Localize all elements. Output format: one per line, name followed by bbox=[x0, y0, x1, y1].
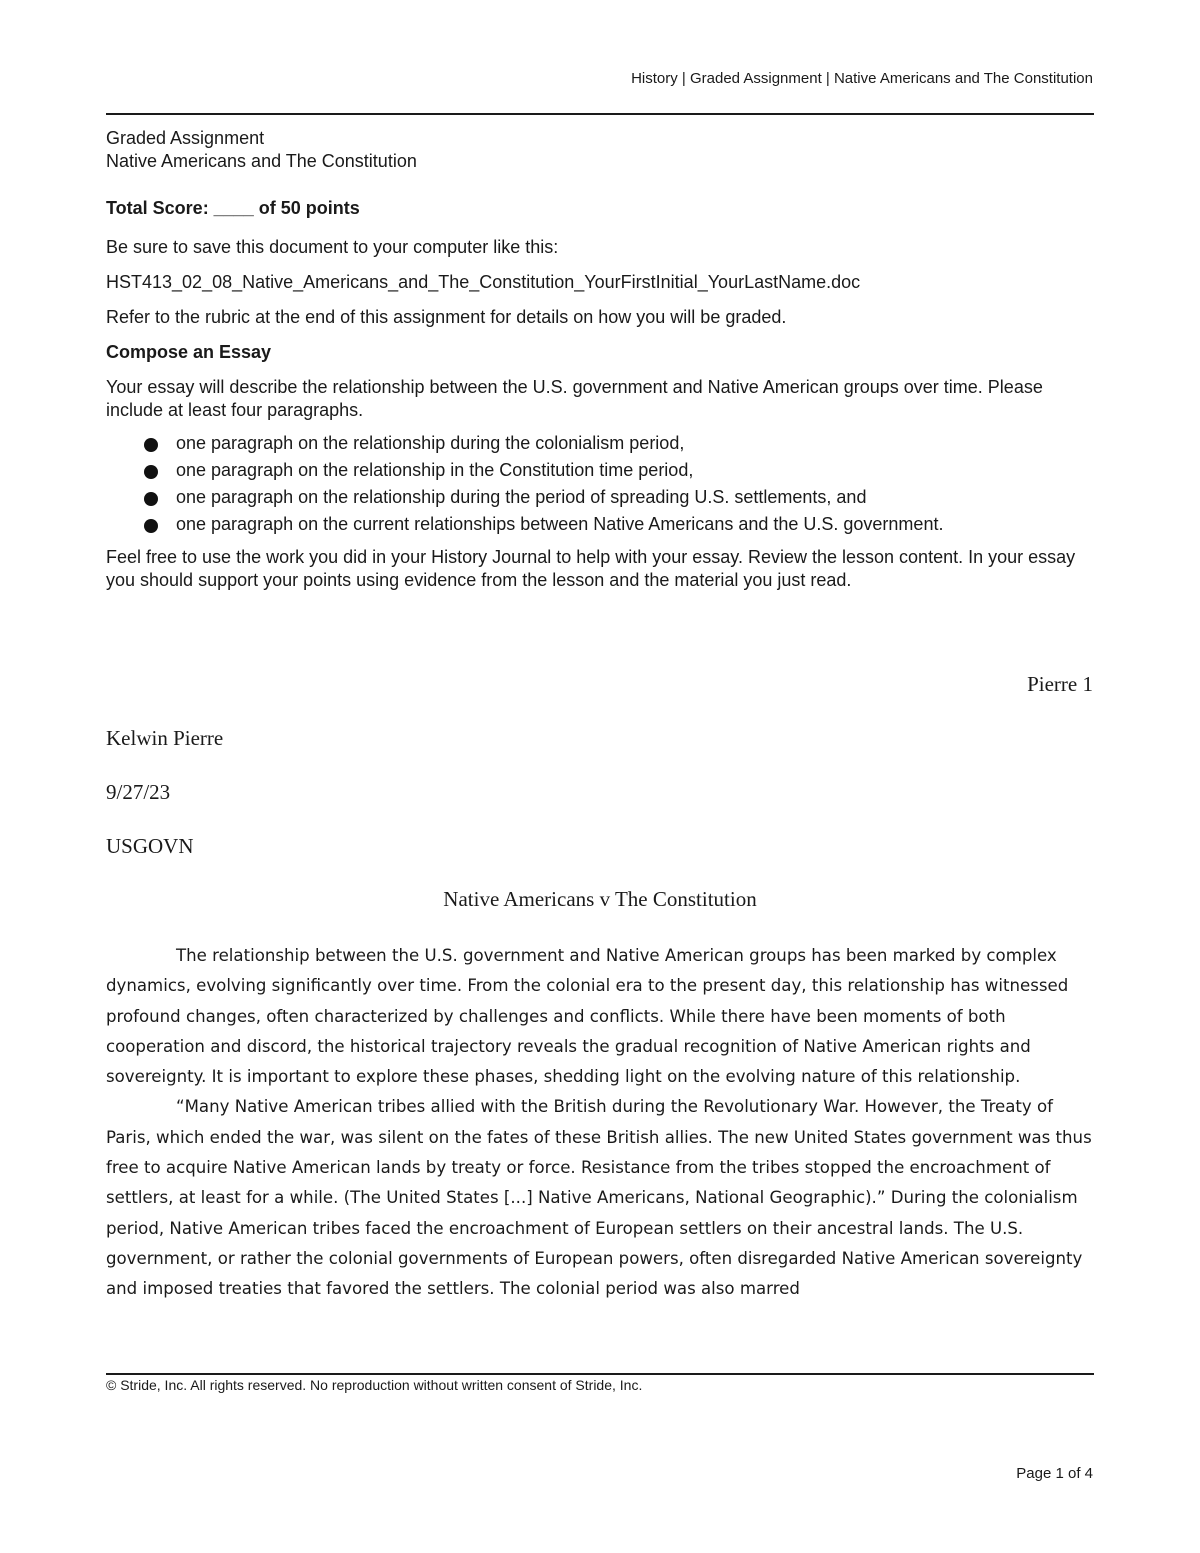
essay-page-number: Pierre 1 bbox=[1027, 672, 1093, 696]
student-heading-block bbox=[106, 724, 223, 886]
bullet-icon bbox=[144, 519, 158, 533]
essay-title: Native Americans v The Constitution bbox=[443, 887, 757, 911]
filename-example: HST413_02_08_Native_Americans_and_The_Constitution_YourFirstInitial_YourLastName.doc bbox=[106, 272, 861, 292]
footer-rule bbox=[106, 1373, 1094, 1375]
bullet-icon bbox=[144, 438, 158, 452]
essay-description: Your essay will describe the relationship between the U.S. government and Native American groups over time. Please include at least four paragraphs. bbox=[106, 377, 1043, 420]
assignment-label: Graded Assignment bbox=[106, 128, 265, 148]
assignment-title: Native Americans and The Constitution bbox=[106, 151, 417, 171]
bullet-icon bbox=[144, 492, 158, 506]
list-item-text: one paragraph on the relationship during the colonialism period, bbox=[176, 433, 685, 453]
copyright-notice: © Stride, Inc. All rights reserved. No reproduction without written consent of Stride, Inc. bbox=[106, 1377, 643, 1393]
feel-free-note: Feel free to use the work you did in your History Journal to help with your essay. Review the lesson content. In your essay you should support your points using evidence from the lesson and the material you just read. bbox=[106, 547, 1076, 590]
list-item-text: one paragraph on the relationship during the period of spreading U.S. settlements, and bbox=[176, 487, 867, 507]
requirements-list bbox=[106, 430, 1094, 538]
save-instruction: Be sure to save this document to your computer like this: bbox=[106, 237, 559, 257]
page-counter: Page 1 of 4 bbox=[1016, 1465, 1093, 1482]
student-name: Kelwin Pierre bbox=[106, 726, 224, 750]
essay-heading: Compose an Essay bbox=[106, 342, 272, 362]
essay-paragraph: “Many Native American tribes allied with the British during the Revolutionary War. However, the Treaty of Paris, which ended the war, was silent on the fates of these British allies. The new United States government was thus free to acquire Native American lands by treaty or force. Resistance from the tribes stopped the encroachment of settlers, at least for a while. (The United States [...] Native Americans, National Geographic).” During the colonialism period, Native American tribes faced the encroachment of European settlers on their ancestral lands. The U.S. government, or rather the colonial governments of European powers, often disregarded Native American sovereignty and imposed treaties that favored the settlers. The colonial period was also marred bbox=[106, 1097, 1092, 1299]
rubric-note: Refer to the rubric at the end of this assignment for details on how you will be graded. bbox=[106, 307, 787, 327]
header-rule bbox=[106, 113, 1094, 115]
list-item-text: one paragraph on the current relationships between Native Americans and the U.S. government. bbox=[176, 514, 944, 534]
list-item-text: one paragraph on the relationship in the Constitution time period, bbox=[176, 460, 694, 480]
list-item bbox=[106, 484, 1094, 511]
bullet-icon bbox=[144, 465, 158, 479]
essay-paragraph: The relationship between the U.S. government and Native American groups has been marked by complex dynamics, evolving significantly over time. From the colonial era to the present day, this relationship has witnessed profound changes, often characterized by challenges and conflicts. While there have been moments of both cooperation and discord, the historical trajectory reveals the gradual recognition of Native American rights and sovereignty. It is important to explore these phases, shedding light on the evolving nature of this relationship. bbox=[106, 946, 1069, 1087]
assignment-intro bbox=[106, 127, 1094, 592]
list-item bbox=[106, 511, 1094, 538]
course-name: USGOVN bbox=[106, 834, 194, 858]
total-score: Total Score: ____ of 50 points bbox=[106, 198, 360, 218]
running-header: History | Graded Assignment | Native Americans and The Constitution bbox=[631, 70, 1093, 87]
essay-body bbox=[106, 941, 1094, 1305]
list-item bbox=[106, 457, 1094, 484]
list-item bbox=[106, 430, 1094, 457]
essay-date: 9/27/23 bbox=[106, 780, 171, 804]
